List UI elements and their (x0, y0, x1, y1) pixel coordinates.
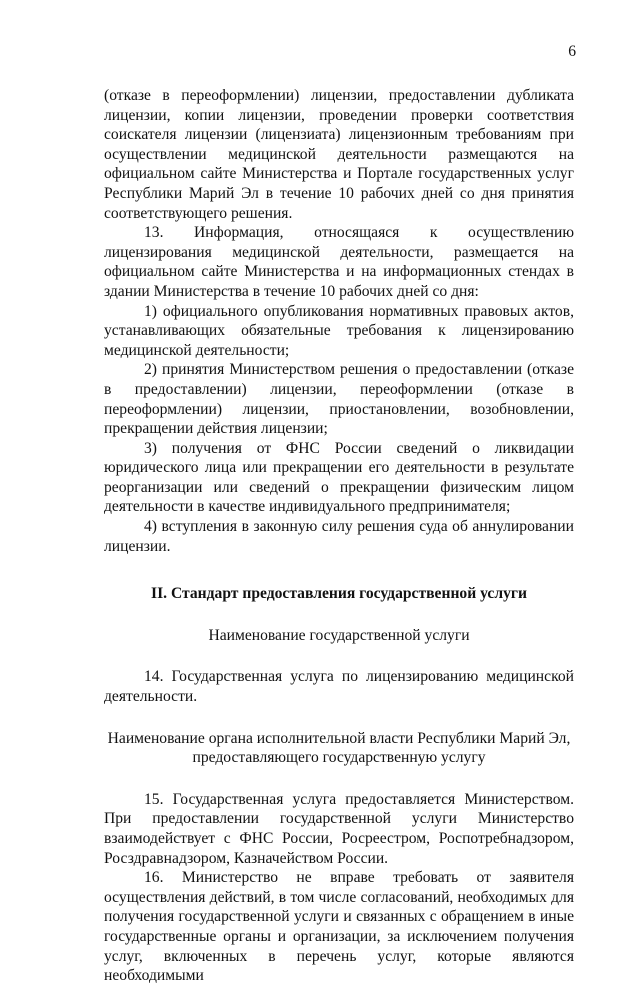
paragraph-13-item-1: 1) официального опубликования нормативных правовых актов, устанавливающих обязательные требования к лицензированию медицинской деятельности; (104, 302, 574, 359)
paragraph-continuation: (отказе в переоформлении) лицензии, предоставлении дубликата лицензии, копии лицензии, проведении проверки соответствия соискателя лицензии (лицензиата) лицензионным требованиям при осуществлении медицинской деятельности размещаются на официальном сайте Министерства и Портале государственных услуг Республики Марий Эл в течение 10 рабочих дней со дня принятия соответствующего решения. (104, 87, 574, 222)
document-body (104, 86, 574, 986)
paragraph-13-item-2: 2) принятия Министерством решения о предоставлении (отказе в предоставлении) лицензии, переоформлении (отказе в переоформлении) лицензии, приостановлении, возобновлении, прекращении действия лицензии; (104, 361, 574, 438)
paragraph-15: 15. Государственная услуга предоставляется Министерством. При предоставлении государственной услуги Министерство взаимодействует с ФНС России, Росреестром, Роспотребнадзором, Росздравнадзором, Казначейством России. (104, 790, 574, 867)
subsection-authority-line-2: предоставляющего государственную услугу (192, 749, 486, 767)
paragraph-13-intro: 13. Информация, относящаяся к осуществлению лицензирования медицинской деятельности, размещается на официальном сайте Министерства и на информационных стендах в здании Министерства в течение 10 рабочих дней со дня: (104, 224, 574, 300)
paragraph-13-item-3: 3) получения от ФНС России сведений о ликвидации юридического лица или прекращении его деятельности в результате реорганизации или сведений о прекращении физическим лицом деятельности в качестве индивидуального предпринимателя; (104, 439, 574, 516)
section-title: II. Стандарт предоставления государственной услуги (151, 585, 527, 603)
subsection-authority-line-1: Наименование органа исполнительной власти Республики Марий Эл, (107, 729, 571, 747)
paragraph-16: 16. Министерство не вправе требовать от заявителя осуществления действий, в том числе согласований, необходимых для получения государственной услуги и связанных с обращением в иные государственные органы и организации, за исключением получения услуг, включенных в перечень услуг, которые являются необходимыми (104, 869, 574, 985)
paragraph-14: 14. Государственная услуга по лицензированию медицинской деятельности. (104, 668, 574, 706)
paragraph-13-item-4: 4) вступления в законную силу решения суда об аннулировании лицензии. (104, 518, 574, 555)
page-number: 6 (568, 43, 576, 60)
subsection-service-name: Наименование государственной услуги (208, 626, 470, 644)
